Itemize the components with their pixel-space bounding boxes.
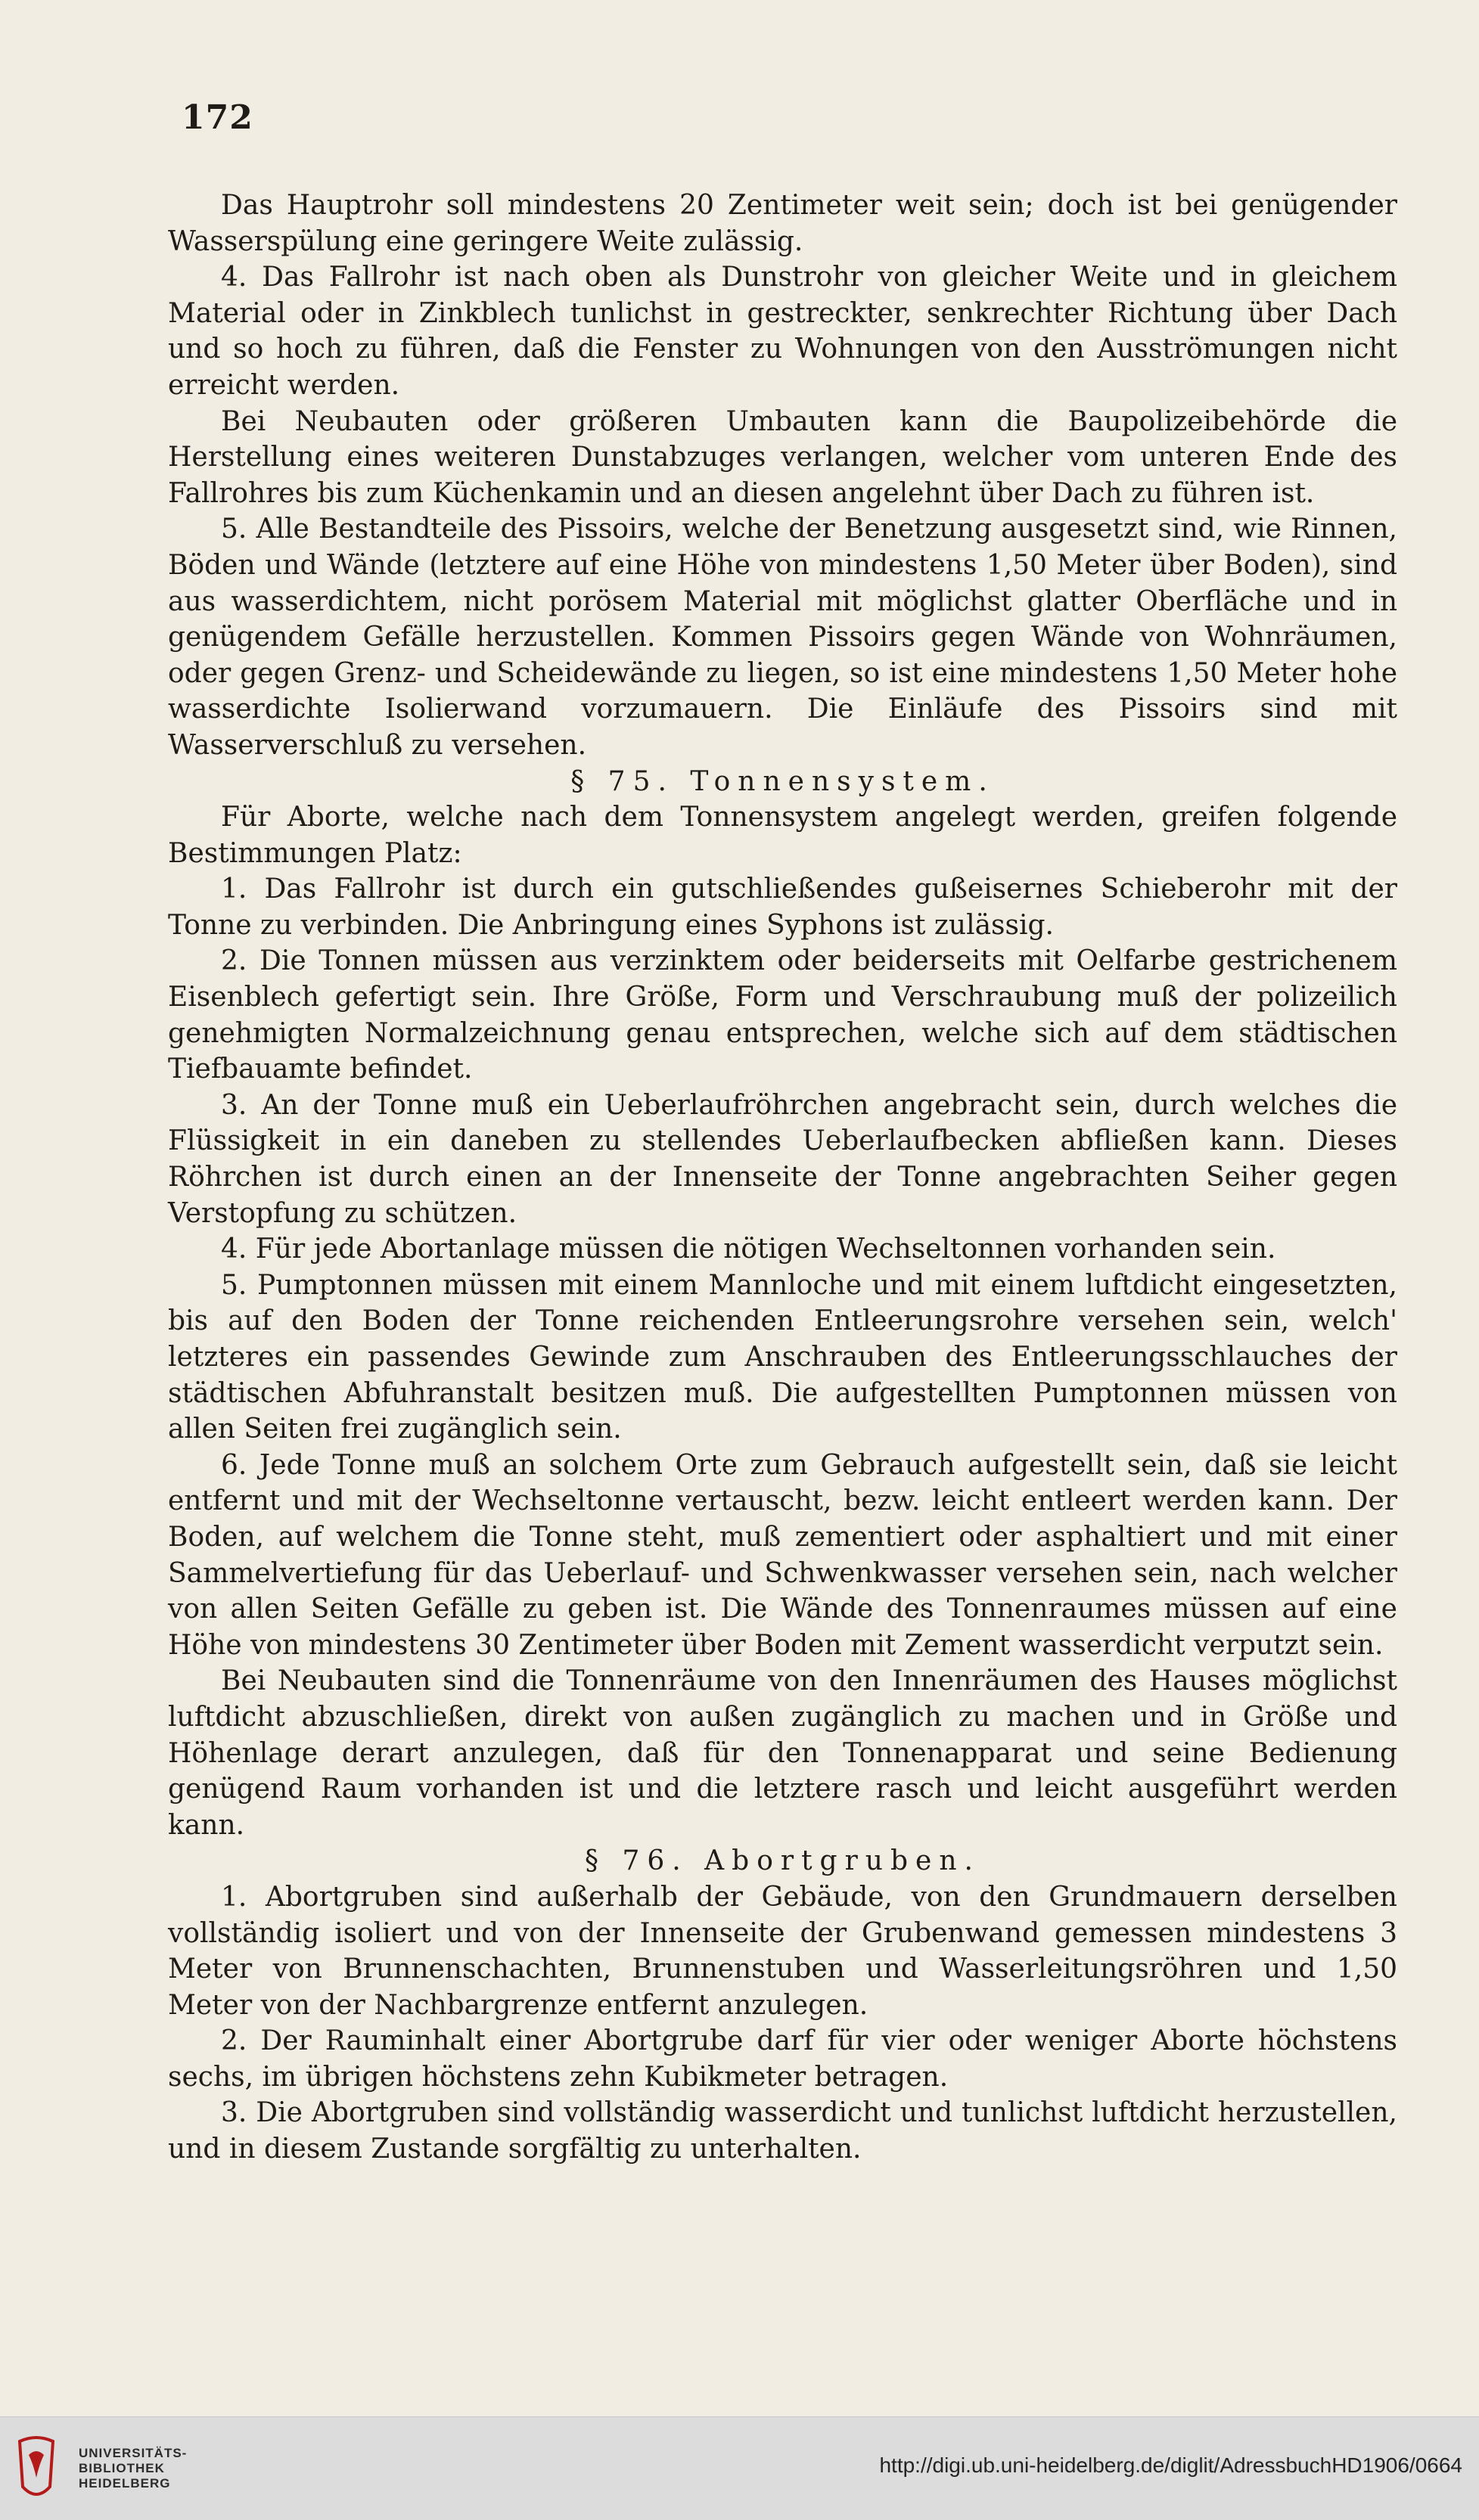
paragraph: Bei Neubauten oder größeren Umbauten kann die Baupolizeibehörde die Herstellung eines weiteren Dunstabzuges verlangen, welcher vom unteren Ende des Fallrohres bis zum Küchenkamin und an diesen angelehnt über Dach zu führen ist.: [168, 405, 1397, 509]
paragraph: 5. Alle Bestandteile des Pissoirs, welche der Benetzung ausgesetzt sind, wie Rinnen, Böden und Wände (letztere auf eine Höhe von mindestens 1,50 Meter über Boden), sind aus wasserdichtem, nicht porösem Material mit möglichst glatter Oberfläche und in genügendem Gefälle herzustellen. Kommen Pissoirs gegen Wände von Wohnräumen, oder gegen Grenz- und Scheidewände zu liegen, so ist eine mindestens 1,50 Meter hohe wasserdichte Isolierwand vorzumauern. Die Einläufe des Pissoirs sind mit Wasserverschluß zu versehen.: [168, 514, 1397, 761]
section-heading-76: § 76. Abortgruben.: [585, 1845, 980, 1877]
paragraph: 5. Pumptonnen müssen mit einem Mannloche und mit einem luftdicht eingesetzten, bis auf den Boden der Tonne reichenden Entleerungsrohre versehen sein, welch' letzteres ein passendes Gewinde zum Anschrauben des Entleerungsschlauches der städtischen Abfuhranstalt besitzen muß. Die aufgestellten Pumptonnen müssen von allen Seiten frei zugänglich sein.: [168, 1269, 1397, 1445]
institution-name: UNIVERSITÄTS- BIBLIOTHEK HEIDELBERG: [79, 2446, 188, 2491]
paragraph: 1. Abortgruben sind außerhalb der Gebäude, von den Grundmauern derselben vollständig isoliert und von der Innenseite der Grubenwand gemessen mindestens 3 Meter von Brunnenschachten, Brunnenstuben und Wasserleitungsröhren und 1,50 Meter von der Nachbargrenze entfernt anzulegen.: [168, 1881, 1397, 2021]
source-url-link[interactable]: http://digi.ub.uni-heidelberg.de/diglit/AdressbuchHD1906/0664: [879, 2453, 1462, 2477]
university-seal-icon: [14, 2434, 59, 2503]
paragraph: 3. An der Tonne muß ein Ueberlaufröhrchen angebracht sein, durch welches die Flüssigkeit in ein daneben zu stellendes Ueberlaufbecken abfließen kann. Dieses Röhrchen ist durch einen an der Innenseite der Tonne angebrachten Seiher gegen Verstopfung zu schützen.: [168, 1089, 1397, 1229]
section-heading-75: § 75. Tonnensystem.: [570, 765, 995, 797]
paragraph: 4. Das Fallrohr ist nach oben als Dunstrohr von gleicher Weite und in gleichem Material oder in Zinkblech tunlichst in gestreckter, senkrechter Richtung über Dach und so hoch zu führen, daß die Fenster zu Wohnungen von den Ausströmungen nicht erreicht werden.: [168, 262, 1397, 401]
paragraph: 6. Jede Tonne muß an solchem Orte zum Gebrauch aufgestellt sein, daß sie leicht entfernt und mit der Wechseltonne vertauscht, bezw. leicht entleert werden kann. Der Boden, auf welchem die Tonne steht, muß zementiert oder asphaltiert und mit einer Sammelvertiefung für das Ueberlauf- und Schwenkwasser versehen sein, nach welcher von allen Seiten Gefälle zu geben ist. Die Wände des Tonnenraumes müssen auf eine Höhe von mindestens 30 Zentimeter über Boden mit Zement wasserdicht verputzt sein.: [168, 1449, 1397, 1661]
viewer-footer: [0, 2416, 1479, 2520]
paragraph: Für Aborte, welche nach dem Tonnensystem angelegt werden, greifen folgende Bestimmungen Platz:: [168, 802, 1397, 869]
paragraph: 2. Die Tonnen müssen aus verzinktem oder beiderseits mit Oelfarbe gestrichenem Eisenblech gefertigt sein. Ihre Größe, Form und Verschraubung muß der polizeilich genehmigten Normalzeichnung genau entsprechen, welche sich auf dem städtischen Tiefbauamte befindet.: [168, 945, 1397, 1085]
paragraph: Das Hauptrohr soll mindestens 20 Zentimeter weit sein; doch ist bei genügender Wasserspülung eine geringere Weite zulässig.: [168, 190, 1397, 257]
page-number: 172: [182, 98, 253, 137]
paragraph: 1. Das Fallrohr ist durch ein gutschließendes gußeisernes Schieberohr mit der Tonne zu verbinden. Die Anbringung eines Syphons ist zulässig.: [168, 874, 1397, 941]
paragraph: 4. Für jede Abortanlage müssen die nötigen Wechseltonnen vorhanden sein.: [221, 1234, 1276, 1265]
page-text: [168, 188, 1397, 2168]
paragraph: 3. Die Abortgruben sind vollständig wasserdicht und tunlichst luftdicht herzustellen, und in diesem Zustande sorgfältig zu unterhalten.: [168, 2097, 1397, 2165]
paragraph: Bei Neubauten sind die Tonnenräume von den Innenräumen des Hauses möglichst luftdicht abzuschließen, direkt von außen zugänglich zu machen und in Größe und Höhenlage derart anzulegen, daß für den Tonnenapparat und seine Bedienung genügend Raum vorhanden ist und die letztere rasch und leicht ausgeführt werden kann.: [168, 1665, 1397, 1841]
paragraph: 2. Der Rauminhalt einer Abortgrube darf für vier oder weniger Aborte höchstens sechs, im übrigen höchstens zehn Kubikmeter betragen.: [168, 2025, 1397, 2093]
